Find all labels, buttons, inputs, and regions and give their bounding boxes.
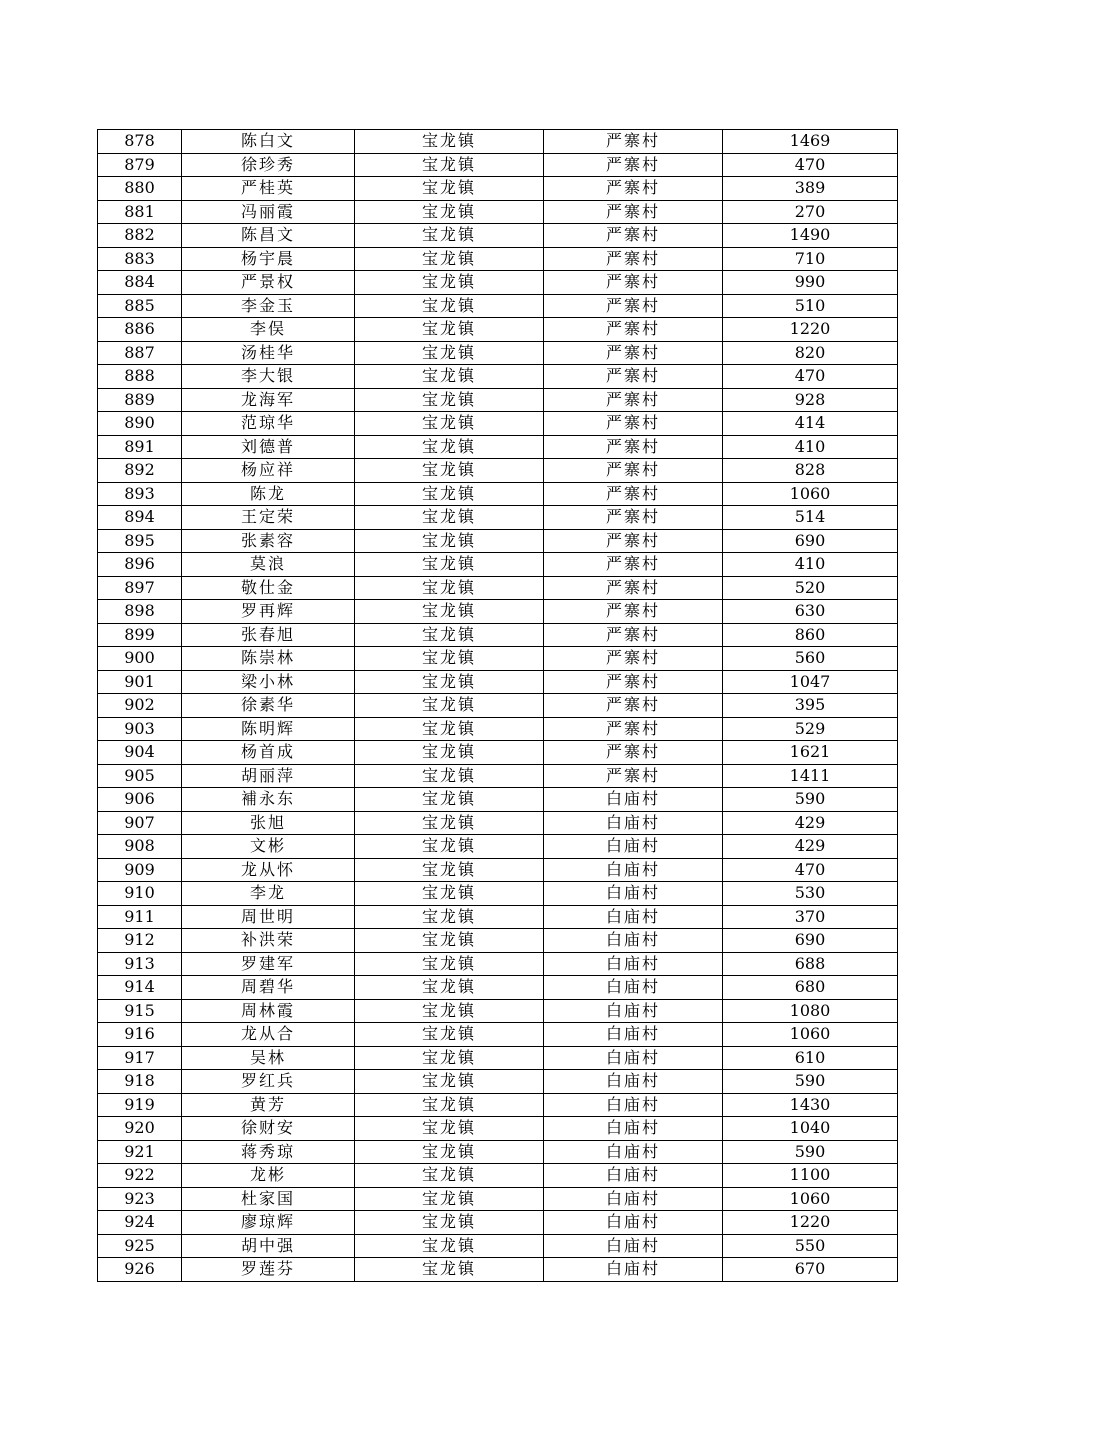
row-number-cell: 892 [98,459,182,483]
town-cell: 宝龙镇 [355,529,544,553]
village-cell: 白庙村 [544,1140,723,1164]
row-number-cell: 889 [98,388,182,412]
village-cell: 白庙村 [544,1117,723,1141]
name-cell: 陈崇林 [182,647,355,671]
amount-cell: 470 [723,153,898,177]
name-cell: 张素容 [182,529,355,553]
town-cell: 宝龙镇 [355,976,544,1000]
village-cell: 白庙村 [544,788,723,812]
name-cell: 李龙 [182,882,355,906]
table-row [98,247,898,271]
town-cell: 宝龙镇 [355,670,544,694]
table-row [98,341,898,365]
table-row [98,1234,898,1258]
town-cell: 宝龙镇 [355,388,544,412]
table-row [98,858,898,882]
village-cell: 白庙村 [544,1187,723,1211]
row-number-cell: 894 [98,506,182,530]
town-cell: 宝龙镇 [355,435,544,459]
town-cell: 宝龙镇 [355,224,544,248]
village-cell: 白庙村 [544,835,723,859]
name-cell: 李大银 [182,365,355,389]
name-cell: 陈龙 [182,482,355,506]
name-cell: 胡丽萍 [182,764,355,788]
town-cell: 宝龙镇 [355,600,544,624]
village-cell: 严寨村 [544,741,723,765]
name-cell: 罗再辉 [182,600,355,624]
amount-cell: 710 [723,247,898,271]
table-row [98,553,898,577]
amount-cell: 1220 [723,1211,898,1235]
village-cell: 严寨村 [544,764,723,788]
table-row [98,388,898,412]
table-row [98,412,898,436]
table-row [98,529,898,553]
village-cell: 严寨村 [544,294,723,318]
town-cell: 宝龙镇 [355,318,544,342]
row-number-cell: 897 [98,576,182,600]
name-cell: 周碧华 [182,976,355,1000]
name-cell: 徐珍秀 [182,153,355,177]
row-number-cell: 926 [98,1258,182,1282]
village-cell: 白庙村 [544,882,723,906]
name-cell: 徐财安 [182,1117,355,1141]
table-row [98,929,898,953]
amount-cell: 590 [723,1070,898,1094]
village-cell: 白庙村 [544,1046,723,1070]
amount-cell: 470 [723,365,898,389]
name-cell: 黄芳 [182,1093,355,1117]
amount-cell: 1047 [723,670,898,694]
row-number-cell: 920 [98,1117,182,1141]
table-row [98,130,898,154]
amount-cell: 590 [723,1140,898,1164]
village-cell: 严寨村 [544,553,723,577]
town-cell: 宝龙镇 [355,341,544,365]
name-cell: 补洪荣 [182,929,355,953]
village-cell: 严寨村 [544,177,723,201]
town-cell: 宝龙镇 [355,294,544,318]
name-cell: 周世明 [182,905,355,929]
table-row [98,670,898,694]
amount-cell: 1621 [723,741,898,765]
village-cell: 严寨村 [544,224,723,248]
name-cell: 陈明辉 [182,717,355,741]
table-body [98,130,898,1282]
amount-cell: 1080 [723,999,898,1023]
village-cell: 白庙村 [544,905,723,929]
row-number-cell: 901 [98,670,182,694]
town-cell: 宝龙镇 [355,459,544,483]
town-cell: 宝龙镇 [355,647,544,671]
amount-cell: 860 [723,623,898,647]
row-number-cell: 916 [98,1023,182,1047]
village-cell: 白庙村 [544,999,723,1023]
village-cell: 白庙村 [544,1070,723,1094]
town-cell: 宝龙镇 [355,623,544,647]
village-cell: 严寨村 [544,576,723,600]
row-number-cell: 886 [98,318,182,342]
row-number-cell: 909 [98,858,182,882]
name-cell: 龙从怀 [182,858,355,882]
amount-cell: 414 [723,412,898,436]
village-cell: 严寨村 [544,647,723,671]
row-number-cell: 908 [98,835,182,859]
town-cell: 宝龙镇 [355,1187,544,1211]
name-cell: 冯丽霞 [182,200,355,224]
name-cell: 王定荣 [182,506,355,530]
village-cell: 严寨村 [544,200,723,224]
name-cell: 罗红兵 [182,1070,355,1094]
name-cell: 张春旭 [182,623,355,647]
row-number-cell: 917 [98,1046,182,1070]
table-row [98,224,898,248]
town-cell: 宝龙镇 [355,1211,544,1235]
amount-cell: 510 [723,294,898,318]
village-cell: 白庙村 [544,1211,723,1235]
town-cell: 宝龙镇 [355,177,544,201]
town-cell: 宝龙镇 [355,788,544,812]
name-cell: 徐素华 [182,694,355,718]
table-row [98,506,898,530]
name-cell: 龙海军 [182,388,355,412]
village-cell: 严寨村 [544,482,723,506]
table-row [98,200,898,224]
table-row [98,952,898,976]
row-number-cell: 878 [98,130,182,154]
row-number-cell: 914 [98,976,182,1000]
name-cell: 胡中强 [182,1234,355,1258]
row-number-cell: 893 [98,482,182,506]
village-cell: 严寨村 [544,435,723,459]
row-number-cell: 890 [98,412,182,436]
row-number-cell: 924 [98,1211,182,1235]
amount-cell: 1060 [723,482,898,506]
amount-cell: 1411 [723,764,898,788]
row-number-cell: 921 [98,1140,182,1164]
village-cell: 严寨村 [544,694,723,718]
table-row [98,976,898,1000]
name-cell: 刘德普 [182,435,355,459]
row-number-cell: 911 [98,905,182,929]
town-cell: 宝龙镇 [355,576,544,600]
amount-cell: 1430 [723,1093,898,1117]
amount-cell: 690 [723,529,898,553]
row-number-cell: 910 [98,882,182,906]
village-cell: 白庙村 [544,811,723,835]
amount-cell: 1040 [723,1117,898,1141]
village-cell: 严寨村 [544,153,723,177]
village-cell: 白庙村 [544,952,723,976]
name-cell: 杜家国 [182,1187,355,1211]
row-number-cell: 879 [98,153,182,177]
name-cell: 梁小林 [182,670,355,694]
name-cell: 補永东 [182,788,355,812]
table-row [98,1070,898,1094]
amount-cell: 370 [723,905,898,929]
village-cell: 严寨村 [544,600,723,624]
table-row [98,1093,898,1117]
row-number-cell: 904 [98,741,182,765]
amount-cell: 610 [723,1046,898,1070]
amount-cell: 670 [723,1258,898,1282]
name-cell: 杨应祥 [182,459,355,483]
table-row [98,459,898,483]
row-number-cell: 882 [98,224,182,248]
town-cell: 宝龙镇 [355,929,544,953]
village-cell: 白庙村 [544,1164,723,1188]
table-row [98,1164,898,1188]
name-cell: 陈白文 [182,130,355,154]
table-row [98,177,898,201]
row-number-cell: 902 [98,694,182,718]
table-row [98,999,898,1023]
table-row [98,153,898,177]
amount-cell: 1490 [723,224,898,248]
row-number-cell: 899 [98,623,182,647]
amount-cell: 630 [723,600,898,624]
town-cell: 宝龙镇 [355,1164,544,1188]
name-cell: 杨宇晨 [182,247,355,271]
row-number-cell: 907 [98,811,182,835]
amount-cell: 470 [723,858,898,882]
village-cell: 严寨村 [544,506,723,530]
amount-cell: 1469 [723,130,898,154]
table-row [98,1117,898,1141]
town-cell: 宝龙镇 [355,835,544,859]
table-row [98,905,898,929]
town-cell: 宝龙镇 [355,130,544,154]
amount-cell: 590 [723,788,898,812]
amount-cell: 1060 [723,1187,898,1211]
amount-cell: 395 [723,694,898,718]
amount-cell: 520 [723,576,898,600]
town-cell: 宝龙镇 [355,1093,544,1117]
table-row [98,647,898,671]
village-cell: 严寨村 [544,412,723,436]
town-cell: 宝龙镇 [355,271,544,295]
town-cell: 宝龙镇 [355,741,544,765]
amount-cell: 410 [723,553,898,577]
amount-cell: 550 [723,1234,898,1258]
town-cell: 宝龙镇 [355,952,544,976]
town-cell: 宝龙镇 [355,1046,544,1070]
table-row [98,318,898,342]
town-cell: 宝龙镇 [355,811,544,835]
village-cell: 白庙村 [544,1258,723,1282]
name-cell: 罗建军 [182,952,355,976]
town-cell: 宝龙镇 [355,553,544,577]
name-cell: 严景权 [182,271,355,295]
row-number-cell: 913 [98,952,182,976]
table-row [98,882,898,906]
amount-cell: 429 [723,835,898,859]
row-number-cell: 923 [98,1187,182,1211]
town-cell: 宝龙镇 [355,858,544,882]
town-cell: 宝龙镇 [355,1140,544,1164]
name-cell: 李俣 [182,318,355,342]
row-number-cell: 912 [98,929,182,953]
amount-cell: 530 [723,882,898,906]
row-number-cell: 900 [98,647,182,671]
table-row [98,600,898,624]
village-cell: 严寨村 [544,318,723,342]
amount-cell: 270 [723,200,898,224]
name-cell: 汤桂华 [182,341,355,365]
town-cell: 宝龙镇 [355,1258,544,1282]
row-number-cell: 903 [98,717,182,741]
amount-cell: 1060 [723,1023,898,1047]
table-row [98,271,898,295]
town-cell: 宝龙镇 [355,365,544,389]
name-cell: 龙从合 [182,1023,355,1047]
name-cell: 文彬 [182,835,355,859]
village-cell: 严寨村 [544,623,723,647]
village-cell: 严寨村 [544,341,723,365]
row-number-cell: 915 [98,999,182,1023]
row-number-cell: 898 [98,600,182,624]
name-cell: 范琼华 [182,412,355,436]
name-cell: 周林霞 [182,999,355,1023]
town-cell: 宝龙镇 [355,412,544,436]
name-cell: 龙彬 [182,1164,355,1188]
row-number-cell: 919 [98,1093,182,1117]
row-number-cell: 891 [98,435,182,459]
village-cell: 严寨村 [544,529,723,553]
village-cell: 白庙村 [544,976,723,1000]
table-row [98,294,898,318]
row-number-cell: 885 [98,294,182,318]
amount-cell: 1220 [723,318,898,342]
name-cell: 严桂英 [182,177,355,201]
name-cell: 吴林 [182,1046,355,1070]
row-number-cell: 880 [98,177,182,201]
table-row [98,811,898,835]
town-cell: 宝龙镇 [355,882,544,906]
data-table [97,129,898,1282]
name-cell: 杨首成 [182,741,355,765]
table-row [98,623,898,647]
village-cell: 白庙村 [544,929,723,953]
table-row [98,1046,898,1070]
row-number-cell: 883 [98,247,182,271]
name-cell: 张旭 [182,811,355,835]
amount-cell: 680 [723,976,898,1000]
village-cell: 白庙村 [544,1093,723,1117]
name-cell: 敬仕金 [182,576,355,600]
row-number-cell: 881 [98,200,182,224]
table-row [98,1211,898,1235]
row-number-cell: 906 [98,788,182,812]
table-row [98,835,898,859]
name-cell: 蒋秀琼 [182,1140,355,1164]
village-cell: 严寨村 [544,670,723,694]
amount-cell: 828 [723,459,898,483]
table-row [98,1258,898,1282]
name-cell: 廖琼辉 [182,1211,355,1235]
table-row [98,1140,898,1164]
village-cell: 严寨村 [544,388,723,412]
table-row [98,1187,898,1211]
village-cell: 严寨村 [544,717,723,741]
name-cell: 陈昌文 [182,224,355,248]
village-cell: 严寨村 [544,459,723,483]
village-cell: 严寨村 [544,130,723,154]
table-row [98,576,898,600]
amount-cell: 389 [723,177,898,201]
row-number-cell: 884 [98,271,182,295]
name-cell: 李金玉 [182,294,355,318]
amount-cell: 429 [723,811,898,835]
table-row [98,717,898,741]
town-cell: 宝龙镇 [355,694,544,718]
table-row [98,435,898,459]
town-cell: 宝龙镇 [355,1117,544,1141]
table-row [98,1023,898,1047]
table-row [98,741,898,765]
table-row [98,788,898,812]
row-number-cell: 922 [98,1164,182,1188]
town-cell: 宝龙镇 [355,1023,544,1047]
table-row [98,482,898,506]
table-row [98,365,898,389]
town-cell: 宝龙镇 [355,905,544,929]
town-cell: 宝龙镇 [355,482,544,506]
row-number-cell: 895 [98,529,182,553]
row-number-cell: 896 [98,553,182,577]
name-cell: 罗莲芬 [182,1258,355,1282]
amount-cell: 688 [723,952,898,976]
town-cell: 宝龙镇 [355,717,544,741]
name-cell: 莫浪 [182,553,355,577]
row-number-cell: 887 [98,341,182,365]
row-number-cell: 918 [98,1070,182,1094]
town-cell: 宝龙镇 [355,247,544,271]
village-cell: 严寨村 [544,365,723,389]
town-cell: 宝龙镇 [355,999,544,1023]
row-number-cell: 888 [98,365,182,389]
table-row [98,764,898,788]
amount-cell: 514 [723,506,898,530]
amount-cell: 820 [723,341,898,365]
amount-cell: 410 [723,435,898,459]
table-row [98,694,898,718]
town-cell: 宝龙镇 [355,764,544,788]
village-cell: 白庙村 [544,1234,723,1258]
village-cell: 严寨村 [544,271,723,295]
town-cell: 宝龙镇 [355,1234,544,1258]
amount-cell: 928 [723,388,898,412]
amount-cell: 1100 [723,1164,898,1188]
town-cell: 宝龙镇 [355,153,544,177]
amount-cell: 990 [723,271,898,295]
village-cell: 严寨村 [544,247,723,271]
town-cell: 宝龙镇 [355,506,544,530]
amount-cell: 529 [723,717,898,741]
town-cell: 宝龙镇 [355,200,544,224]
village-cell: 白庙村 [544,858,723,882]
row-number-cell: 905 [98,764,182,788]
row-number-cell: 925 [98,1234,182,1258]
amount-cell: 690 [723,929,898,953]
village-cell: 白庙村 [544,1023,723,1047]
town-cell: 宝龙镇 [355,1070,544,1094]
amount-cell: 560 [723,647,898,671]
